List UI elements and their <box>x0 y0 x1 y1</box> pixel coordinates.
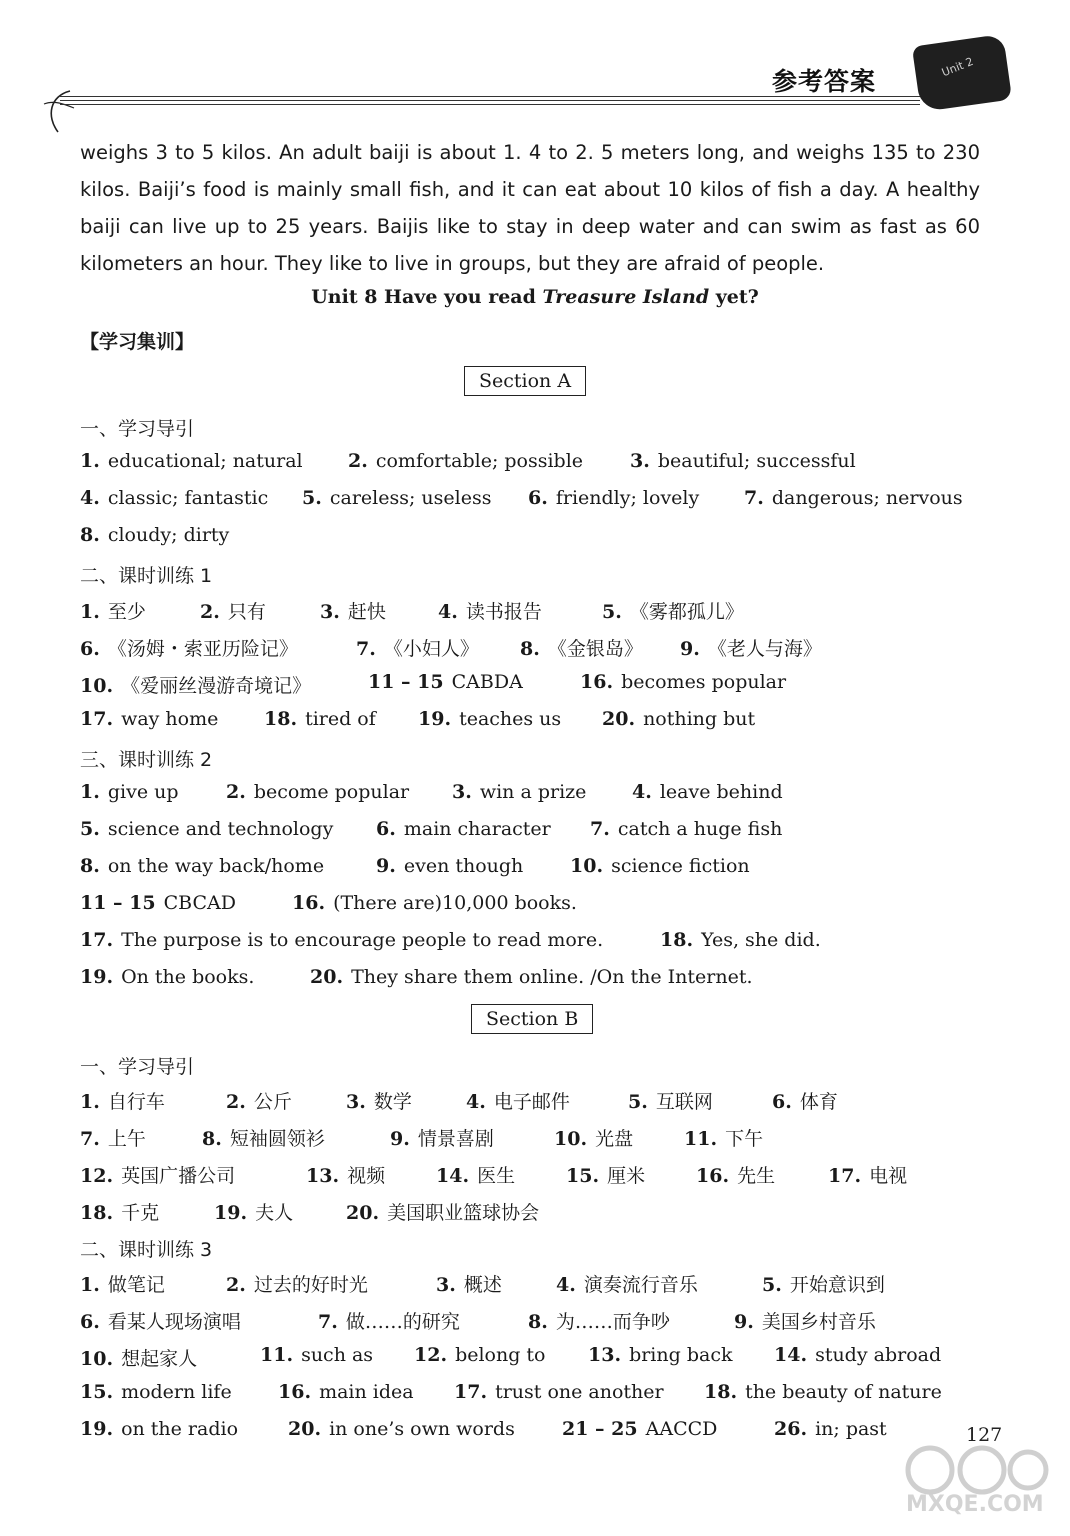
answer-item <box>260 1344 373 1366</box>
answer-text: educational; natural <box>107 450 303 472</box>
answer-number: 4. <box>438 601 458 623</box>
answer-item <box>580 671 786 693</box>
answer-item <box>80 450 303 472</box>
answer-number: 7. <box>590 818 610 840</box>
answer-text: science fiction <box>611 855 750 877</box>
answer-number: 19. <box>80 1418 114 1440</box>
answer-text: study abroad <box>815 1344 942 1366</box>
answer-number: 11 – 15 <box>80 892 156 914</box>
answer-number: 6. <box>772 1091 792 1113</box>
answer-item <box>202 1124 325 1151</box>
answer-text: in one’s own words <box>329 1418 515 1440</box>
answer-item <box>80 1344 197 1371</box>
answer-text: On the books. <box>121 966 255 988</box>
answer-item <box>520 634 643 661</box>
answer-text: 美国职业篮球协会 <box>387 1202 540 1224</box>
page-number: 127 <box>966 1424 1003 1446</box>
answer-item <box>454 1381 664 1403</box>
answer-text: becomes popular <box>621 671 787 693</box>
answer-item <box>80 1418 238 1440</box>
answer-text: 公斤 <box>253 1091 292 1113</box>
answer-number: 14. <box>436 1165 470 1187</box>
answer-text: on the radio <box>121 1418 239 1440</box>
answer-text: 美国乡村音乐 <box>761 1311 876 1333</box>
answer-row <box>80 1087 1010 1117</box>
answer-text: 过去的好时光 <box>253 1274 368 1296</box>
answer-number: 6. <box>80 1311 100 1333</box>
answer-item <box>278 1381 414 1403</box>
answer-item <box>570 855 750 877</box>
answer-item <box>348 450 583 472</box>
answer-text: 想起家人 <box>121 1348 198 1370</box>
answer-item <box>80 1161 235 1188</box>
answer-number: 5. <box>302 487 322 509</box>
answer-text: win a prize <box>479 781 587 803</box>
answer-number: 20. <box>602 708 636 730</box>
answer-number: 10. <box>554 1128 588 1150</box>
answer-text: AACCD <box>645 1418 718 1440</box>
answer-number: 20. <box>310 966 344 988</box>
answer-row <box>80 1418 1010 1448</box>
answer-item <box>80 487 268 509</box>
watermark-seal-icon <box>900 1440 1050 1500</box>
answer-number: 8. <box>520 638 540 660</box>
answer-number: 16. <box>292 892 326 914</box>
answer-number: 16. <box>696 1165 730 1187</box>
answer-item <box>704 1381 942 1403</box>
answer-number: 5. <box>602 601 622 623</box>
answer-item <box>436 1270 502 1297</box>
answer-text: 千克 <box>121 1202 160 1224</box>
answer-text: 电视 <box>869 1165 908 1187</box>
answer-text: 医生 <box>477 1165 516 1187</box>
answer-text: 《雾都孤儿》 <box>629 601 744 623</box>
answer-number: 3. <box>346 1091 366 1113</box>
answer-text: 做笔记 <box>107 1274 165 1296</box>
answer-row <box>80 487 1010 517</box>
answer-text: on the way back/home <box>107 855 325 877</box>
answer-number: 11. <box>684 1128 718 1150</box>
answer-number: 9. <box>376 855 396 877</box>
answer-row <box>80 1161 1010 1191</box>
answer-text: 《小妇人》 <box>383 638 479 660</box>
answer-text: 英国广播公司 <box>121 1165 236 1187</box>
answer-number: 5. <box>628 1091 648 1113</box>
answer-item <box>80 1381 232 1403</box>
answer-text: 演奏流行音乐 <box>583 1274 698 1296</box>
answer-item <box>80 1198 159 1225</box>
answer-text: CABDA <box>451 671 523 693</box>
answer-item <box>80 1270 165 1297</box>
answer-number: 12. <box>414 1344 448 1366</box>
answer-number: 1. <box>80 601 100 623</box>
answer-text: main character <box>403 818 551 840</box>
answer-number: 12. <box>80 1165 114 1187</box>
answer-number: 19. <box>214 1202 248 1224</box>
answer-number: 4. <box>556 1274 576 1296</box>
answer-row <box>80 855 1010 885</box>
answer-item <box>346 1198 539 1225</box>
page-header <box>0 0 1070 140</box>
answer-item <box>438 597 542 624</box>
answer-text: 情景喜剧 <box>417 1128 494 1150</box>
answer-number: 10. <box>570 855 604 877</box>
answer-item <box>80 1307 241 1334</box>
answer-text: 做……的研究 <box>345 1311 460 1333</box>
answer-text: comfortable; possible <box>375 450 584 472</box>
answer-item <box>368 671 523 693</box>
answer-item <box>588 1344 732 1366</box>
answer-item <box>80 1124 146 1151</box>
answer-item <box>376 818 551 840</box>
answer-row <box>80 929 1010 959</box>
answer-item <box>80 708 218 730</box>
answer-number: 13. <box>306 1165 340 1187</box>
answer-item <box>734 1307 876 1334</box>
answer-number: 17. <box>80 708 114 730</box>
answer-item <box>628 1087 713 1114</box>
answer-text: 夫人 <box>255 1202 294 1224</box>
answer-text: 视频 <box>347 1165 386 1187</box>
answer-number: 18. <box>660 929 694 951</box>
answer-row <box>80 781 1010 811</box>
answer-item <box>630 450 856 472</box>
answer-text: catch a huge fish <box>617 818 783 840</box>
answer-item <box>80 634 298 661</box>
answer-text: cloudy; dirty <box>107 524 230 546</box>
answer-text: 先生 <box>737 1165 776 1187</box>
answer-item <box>660 929 821 951</box>
answer-text: bring back <box>629 1344 733 1366</box>
answer-item <box>828 1161 907 1188</box>
header-rule-bottom <box>60 104 920 105</box>
answer-item <box>774 1418 887 1440</box>
answer-item <box>602 597 744 624</box>
answer-number: 18. <box>80 1202 114 1224</box>
answer-number: 16. <box>580 671 614 693</box>
answer-item <box>264 708 376 730</box>
answer-text: leave behind <box>659 781 783 803</box>
answer-item <box>602 708 755 730</box>
intro-paragraph: weighs 3 to 5 kilos. An adult baiji is about 1. 4 to 2. 5 meters long, and weighs 135 to 230 kilos. Baiji’s food is mainly small fish, and it can eat about 10 kilos of fish a day. A healthy baiji can live up to 25 years. Baijis like to stay in deep water and can swim as fast as 60 kilometers an hour. They like to live in groups, but they are afraid of people. <box>80 141 980 275</box>
answer-item <box>288 1418 515 1440</box>
answer-number: 17. <box>828 1165 862 1187</box>
header-rule-middle <box>60 100 920 101</box>
answer-item <box>226 1270 368 1297</box>
answer-text: 《爱丽丝漫游奇境记》 <box>121 675 312 697</box>
answer-item <box>320 597 386 624</box>
answer-row <box>80 708 1010 738</box>
answer-text: 下午 <box>725 1128 764 1150</box>
answer-item <box>566 1161 645 1188</box>
answer-number: 14. <box>774 1344 808 1366</box>
answer-text: 读书报告 <box>465 601 542 623</box>
answer-item <box>80 929 603 951</box>
answer-number: 18. <box>704 1381 738 1403</box>
answer-text: careless; useless <box>329 487 492 509</box>
tab-label: Unit 2 <box>939 54 976 80</box>
answer-item <box>80 1087 165 1114</box>
answer-text: 至少 <box>107 601 146 623</box>
answer-text: 数学 <box>373 1091 412 1113</box>
answer-text: (There are)10,000 books. <box>333 892 577 914</box>
answer-text: 为……而争吵 <box>555 1311 670 1333</box>
answer-item <box>554 1124 633 1151</box>
answer-number: 13. <box>588 1344 622 1366</box>
answer-text: 光盘 <box>595 1128 634 1150</box>
answer-item <box>200 597 266 624</box>
answer-number: 10. <box>80 675 114 697</box>
swirl-ornament-icon <box>40 86 80 136</box>
answer-number: 7. <box>744 487 764 509</box>
answer-text: tired of <box>305 708 376 730</box>
answer-row <box>80 634 1010 664</box>
answer-row <box>80 1270 1010 1300</box>
answer-number: 7. <box>80 1128 100 1150</box>
answer-text: 《金银岛》 <box>547 638 643 660</box>
answer-item <box>418 708 561 730</box>
answer-text: 《汤姆・索亚历险记》 <box>107 638 298 660</box>
answer-number: 3. <box>320 601 340 623</box>
answer-number: 11. <box>260 1344 294 1366</box>
answer-row <box>80 1307 1010 1337</box>
answer-number: 19. <box>418 708 452 730</box>
watermark-logo <box>900 1440 1050 1530</box>
answer-text: science and technology <box>107 818 334 840</box>
answer-text: modern life <box>121 1381 232 1403</box>
answer-number: 15. <box>80 1381 114 1403</box>
answer-row <box>80 597 1010 627</box>
section-a-heading-3: 三、课时训练 2 <box>80 749 213 771</box>
answer-number: 1. <box>80 450 100 472</box>
answer-text: give up <box>107 781 179 803</box>
answer-item <box>684 1124 763 1151</box>
unit-title-suffix: yet? <box>709 286 759 308</box>
answer-item <box>744 487 963 509</box>
answer-text: 开始意识到 <box>789 1274 885 1296</box>
answer-number: 3. <box>436 1274 456 1296</box>
section-a-heading-2: 二、课时训练 1 <box>80 565 213 587</box>
answer-item <box>528 487 699 509</box>
answer-item <box>292 892 577 914</box>
answer-text: teaches us <box>459 708 562 730</box>
answer-item <box>80 818 333 840</box>
answer-text: such as <box>301 1344 374 1366</box>
answer-number: 8. <box>528 1311 548 1333</box>
answer-number: 6. <box>528 487 548 509</box>
answer-row <box>80 671 1010 701</box>
answer-item <box>562 1418 717 1440</box>
answer-item <box>414 1344 546 1366</box>
answer-item <box>346 1087 412 1114</box>
unit-title <box>0 286 1070 308</box>
answer-number: 6. <box>376 818 396 840</box>
answer-text: 短袖圆领衫 <box>229 1128 325 1150</box>
answer-number: 4. <box>80 487 100 509</box>
answer-text: classic; fantastic <box>107 487 269 509</box>
answer-item <box>376 855 523 877</box>
answer-item <box>590 818 782 840</box>
answer-text: 互联网 <box>655 1091 713 1113</box>
answer-item <box>226 781 409 803</box>
answer-number: 16. <box>278 1381 312 1403</box>
answer-number: 7. <box>356 638 376 660</box>
answer-item <box>452 781 586 803</box>
answer-number: 8. <box>80 524 100 546</box>
answer-item <box>80 671 311 698</box>
unit-tab-icon <box>912 34 1012 112</box>
watermark-text: MXQE.COM <box>906 1492 1044 1517</box>
answer-item <box>762 1270 885 1297</box>
answer-row <box>80 1381 1010 1411</box>
answer-row <box>80 966 1010 996</box>
section-a-label: Section A <box>464 366 586 396</box>
answer-item <box>80 781 179 803</box>
answer-text: 上午 <box>107 1128 146 1150</box>
answer-item <box>310 966 753 988</box>
answer-number: 8. <box>202 1128 222 1150</box>
answer-text: 概述 <box>463 1274 502 1296</box>
answer-item <box>528 1307 670 1334</box>
answer-text: The purpose is to encourage people to read more. <box>121 929 604 951</box>
answer-row <box>80 1124 1010 1154</box>
answer-item <box>80 597 146 624</box>
answer-number: 21 – 25 <box>562 1418 638 1440</box>
answer-text: main idea <box>319 1381 414 1403</box>
answer-number: 11 – 15 <box>368 671 444 693</box>
answer-number: 3. <box>452 781 472 803</box>
answer-text: belong to <box>455 1344 546 1366</box>
answer-number: 1. <box>80 1274 100 1296</box>
answer-number: 1. <box>80 1091 100 1113</box>
answer-number: 9. <box>680 638 700 660</box>
answer-row <box>80 524 1010 554</box>
answer-number: 4. <box>632 781 652 803</box>
answer-row <box>80 450 1010 480</box>
answer-row <box>80 1344 1010 1374</box>
answer-text: 自行车 <box>107 1091 165 1113</box>
answer-number: 7. <box>318 1311 338 1333</box>
answer-number: 2. <box>226 1091 246 1113</box>
answer-number: 3. <box>630 450 650 472</box>
answer-row <box>80 892 1010 922</box>
answer-number: 1. <box>80 781 100 803</box>
answer-number: 10. <box>80 1348 114 1370</box>
answer-number: 4. <box>466 1091 486 1113</box>
section-b-heading-1: 一、学习导引 <box>80 1056 195 1078</box>
answer-number: 2. <box>226 781 246 803</box>
answer-number: 26. <box>774 1418 808 1440</box>
answer-item <box>696 1161 775 1188</box>
answer-item <box>774 1344 941 1366</box>
answer-text: even though <box>403 855 524 877</box>
answer-item <box>556 1270 698 1297</box>
answer-text: 《老人与海》 <box>707 638 822 660</box>
answer-item <box>318 1307 460 1334</box>
answer-text: 赶快 <box>347 601 386 623</box>
section-b-heading-2: 二、课时训练 3 <box>80 1239 213 1261</box>
answer-number: 15. <box>566 1165 600 1187</box>
answer-text: Yes, she did. <box>701 929 821 951</box>
answer-number: 2. <box>200 601 220 623</box>
answer-number: 5. <box>80 818 100 840</box>
answer-number: 18. <box>264 708 298 730</box>
answer-item <box>80 892 236 914</box>
training-heading: 【学习集训】 <box>80 331 195 353</box>
answer-number: 19. <box>80 966 114 988</box>
answer-text: nothing but <box>643 708 756 730</box>
answer-item <box>80 524 229 546</box>
answer-item <box>436 1161 515 1188</box>
header-title: 参考答案 <box>772 67 877 96</box>
answer-item <box>80 855 324 877</box>
answer-number: 5. <box>762 1274 782 1296</box>
answer-item <box>306 1161 385 1188</box>
answer-row <box>80 1198 1010 1228</box>
answer-item <box>80 966 254 988</box>
answer-item <box>356 634 479 661</box>
answer-number: 6. <box>80 638 100 660</box>
answer-number: 17. <box>80 929 114 951</box>
answer-text: They share them online. /On the Internet. <box>351 966 753 988</box>
unit-title-prefix: Unit 8 Have you read <box>311 286 543 308</box>
answer-item <box>466 1087 570 1114</box>
answer-number: 9. <box>390 1128 410 1150</box>
answer-number: 2. <box>348 450 368 472</box>
answer-text: beautiful; successful <box>657 450 856 472</box>
answer-item <box>302 487 491 509</box>
answer-text: 电子邮件 <box>493 1091 570 1113</box>
section-b-label: Section B <box>471 1004 593 1034</box>
answer-text: become popular <box>253 781 410 803</box>
answer-item <box>772 1087 838 1114</box>
answer-number: 20. <box>346 1202 380 1224</box>
answer-text: way home <box>121 708 219 730</box>
answer-item <box>214 1198 293 1225</box>
answer-number: 17. <box>454 1381 488 1403</box>
answer-item <box>632 781 783 803</box>
answer-text: in; past <box>815 1418 887 1440</box>
answer-item <box>226 1087 292 1114</box>
section-a-heading-1: 一、学习导引 <box>80 418 195 440</box>
answer-number: 2. <box>226 1274 246 1296</box>
answer-item <box>390 1124 494 1151</box>
answer-text: dangerous; nervous <box>771 487 963 509</box>
answer-row <box>80 818 1010 848</box>
answer-number: 9. <box>734 1311 754 1333</box>
answer-text: trust one another <box>495 1381 664 1403</box>
answer-text: 体育 <box>799 1091 838 1113</box>
answer-number: 20. <box>288 1418 322 1440</box>
answer-text: CBCAD <box>163 892 236 914</box>
answer-text: friendly; lovely <box>555 487 700 509</box>
answer-item <box>680 634 822 661</box>
answer-text: 厘米 <box>607 1165 646 1187</box>
answer-number: 8. <box>80 855 100 877</box>
answer-text: the beauty of nature <box>745 1381 942 1403</box>
answer-text: 看某人现场演唱 <box>107 1311 241 1333</box>
answer-text: 只有 <box>227 601 266 623</box>
book-title: Treasure Island <box>542 286 710 308</box>
